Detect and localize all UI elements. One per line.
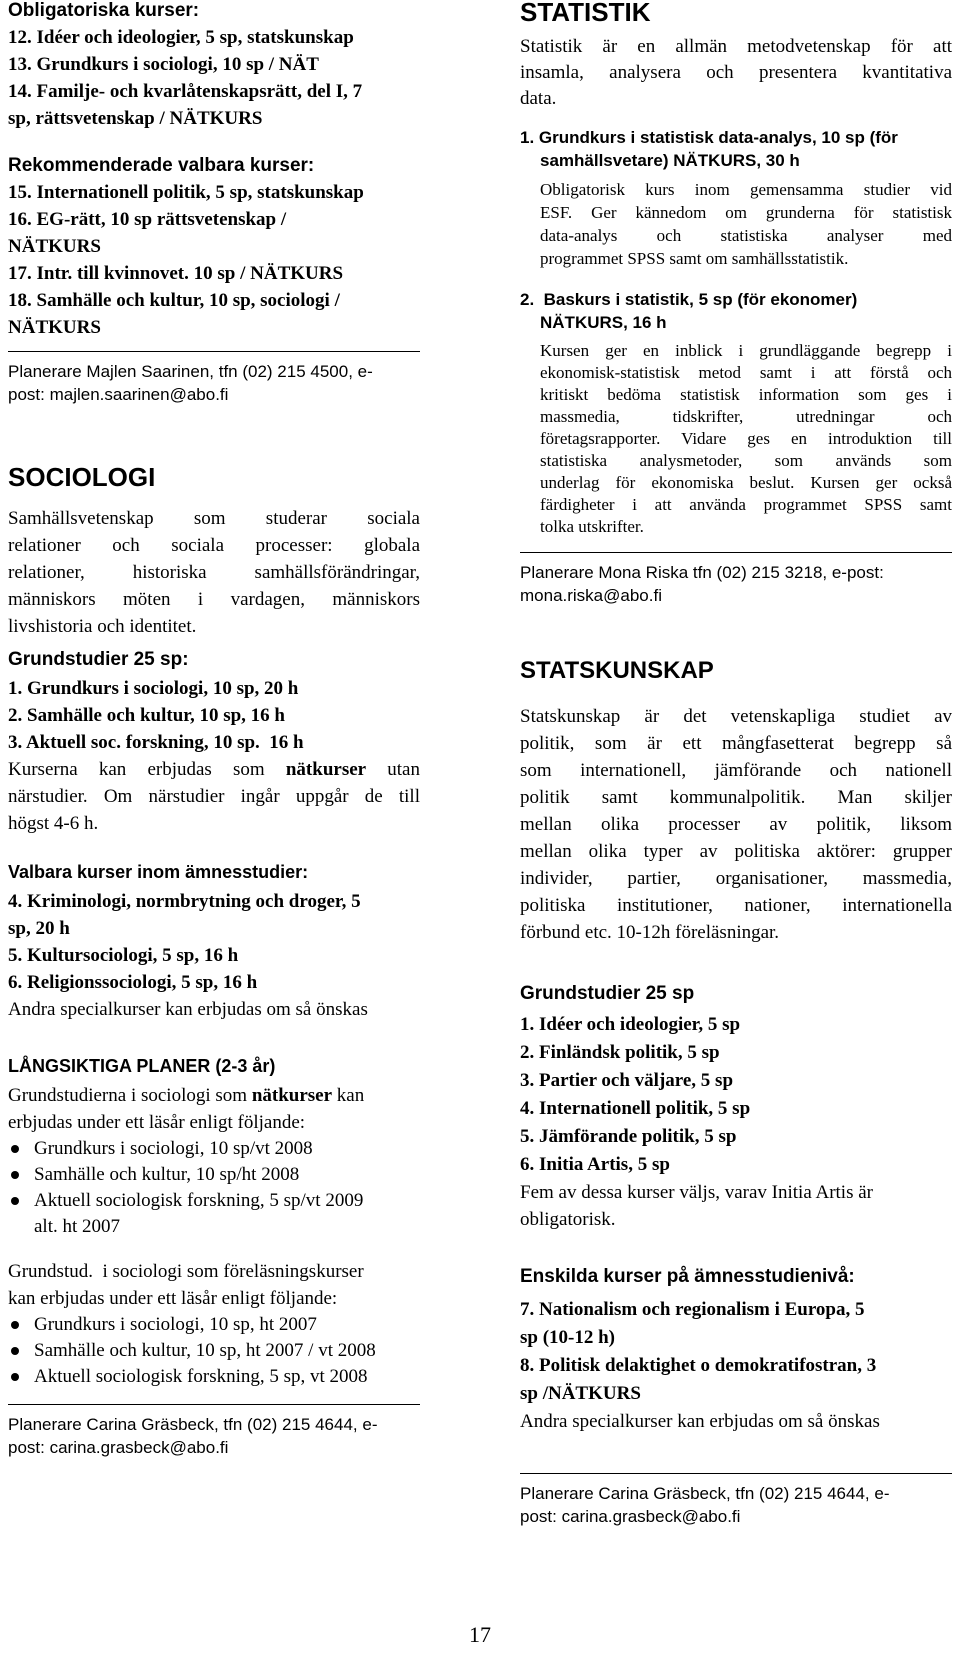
course-heading: NÄTKURS, 16 h — [540, 313, 667, 332]
intro-line: relationer, historiska samhällsförändringar, — [8, 562, 420, 583]
lang-intro-text: Grundstudierna i sociologi som — [8, 1085, 252, 1106]
course-item: sp (10-12 h) — [520, 1327, 616, 1348]
net-note-bold: nätkurser — [285, 759, 367, 780]
bullet-icon — [11, 1145, 19, 1153]
course-item: 5. Jämförande politik, 5 sp — [520, 1126, 737, 1147]
course-heading: 1. Grundkurs i statistisk data-analys, 10 sp (för — [520, 128, 898, 147]
course-item: 2. Finländsk politik, 5 sp — [520, 1042, 720, 1063]
statskunskap-intro — [520, 703, 952, 946]
list-item-text: Aktuell sociologisk forskning, 5 sp/vt 2009 — [34, 1190, 364, 1211]
lang-intro — [8, 1082, 420, 1109]
intro-line: livshistoria och identitet. — [8, 616, 197, 637]
intro-line: individer, partier, organisationer, massmedia, — [520, 868, 952, 889]
course-item: 7. Nationalism och regionalism i Europa, 5 — [520, 1299, 865, 1320]
lang-intro: erbjudas under ett läsår enligt följande: — [8, 1112, 306, 1133]
net-note-text: utan — [366, 759, 420, 780]
obligatory-courses-heading: Obligatoriska kurser: — [8, 0, 200, 21]
course-description — [520, 178, 952, 270]
desc-line: färdigheter i att använda programmet SPSS samt — [540, 495, 952, 514]
course-item: 14. Familje- och kvarlåtenskapsrätt, del I, 7 — [8, 81, 363, 102]
net-note — [8, 756, 420, 783]
statistik-title: STATISTIK — [520, 0, 651, 27]
bullet-icon — [11, 1321, 19, 1329]
list-item — [8, 1338, 420, 1364]
bullet-icon — [11, 1347, 19, 1355]
intro-line: Samhällsvetenskap som studerar sociala — [8, 508, 420, 529]
divider — [8, 351, 420, 352]
desc-line: programmet SPSS samt om samhällsstatistik. — [540, 249, 849, 268]
lang-para: Grundstud. i sociologi som föreläsningskurser — [8, 1261, 364, 1282]
intro-line: som internationell, jämförande och nationell — [520, 760, 952, 781]
course-item: 3. Partier och väljare, 5 sp — [520, 1070, 734, 1091]
planner-contact: mona.riska@abo.fi — [520, 586, 662, 605]
course-item: sp /NÄTKURS — [520, 1383, 641, 1404]
intro-line: mellan olika processer av politik, liksom — [520, 814, 952, 835]
course-item-bold: 3. Aktuell soc. forskning, 10 sp. — [8, 732, 260, 753]
intro-line: insamla, analysera och presentera kvantitativa — [520, 62, 952, 83]
sk-grund-list — [520, 1011, 952, 1179]
planner-contact: Planerare Carina Gräsbeck, tfn (02) 215 4644, e- — [8, 1415, 378, 1434]
course-item-hours: 16 h — [259, 732, 304, 753]
list-item-text: Samhälle och kultur, 10 sp/ht 2008 — [34, 1164, 300, 1185]
course-item: sp, 20 h — [8, 918, 70, 939]
planner-contact: Planerare Majlen Saarinen, tfn (02) 215 4500, e- — [8, 362, 373, 381]
course-item — [8, 729, 420, 756]
intro-line: människors möten i vardagen, människors — [8, 589, 420, 610]
list-item — [8, 1364, 420, 1390]
grundstudier-heading: Grundstudier 25 sp: — [8, 649, 189, 670]
enskilda-note: Andra specialkurser kan erbjudas om så önskas — [520, 1411, 880, 1432]
desc-line: kritiskt bedöma statistisk information som ges i — [540, 385, 952, 404]
planner-contact: Planerare Carina Gräsbeck, tfn (02) 215 4644, e- — [520, 1484, 890, 1503]
intro-line: politik, som är ett mångfasetterat begrepp så — [520, 733, 952, 754]
valbara-heading: Valbara kurser inom ämnesstudier: — [8, 862, 309, 882]
sociologi-intro — [8, 505, 420, 640]
planner-contact: Planerare Mona Riska tfn (02) 215 3218, e-post: — [520, 563, 884, 582]
desc-line: företagsrapporter. Vidare ges en introduktion till — [540, 429, 952, 448]
left-column — [8, 0, 420, 1459]
lang-intro-text: kan — [332, 1085, 365, 1106]
bullet-icon — [11, 1197, 19, 1205]
list-item-text: Aktuell sociologisk forskning, 5 sp, vt 2008 — [34, 1366, 368, 1387]
list-item-text: alt. ht 2007 — [34, 1216, 121, 1237]
course-item: 4. Kriminologi, normbrytning och droger, 5 — [8, 891, 361, 912]
enskilda-list — [520, 1296, 952, 1408]
lang-intro-bold: nätkurser — [251, 1085, 333, 1106]
sk-grund-note: Fem av dessa kurser väljs, varav Initia Artis är — [520, 1182, 873, 1203]
desc-line: ESF. Ger kännedom om grunderna för statistisk — [540, 203, 952, 222]
course-heading: samhällsvetare) NÄTKURS, 30 h — [540, 151, 800, 170]
course-item: 1. Idéer och ideologier, 5 sp — [520, 1014, 741, 1035]
planner-contact: post: carina.grasbeck@abo.fi — [8, 1438, 229, 1457]
course-item: 6. Initia Artis, 5 sp — [520, 1154, 670, 1175]
desc-line: Obligatorisk kurs inom gemensamma studier vid — [540, 180, 952, 199]
course-item: 8. Politisk delaktighet o demokratifostran, 3 — [520, 1355, 877, 1376]
course-item: NÄTKURS — [8, 236, 101, 257]
list-item — [8, 1188, 420, 1214]
divider — [520, 552, 952, 553]
list-item — [8, 1136, 420, 1162]
desc-line: tolka utskrifter. — [540, 517, 644, 536]
list-item — [8, 1312, 420, 1338]
statskunskap-title: STATSKUNSKAP — [520, 657, 714, 684]
course-item: 1. Grundkurs i sociologi, 10 sp, 20 h — [8, 678, 299, 699]
intro-line: politik samt kommunalpolitik. Man skiljer — [520, 787, 952, 808]
bullet-icon — [11, 1171, 19, 1179]
planner-contact: post: carina.grasbeck@abo.fi — [520, 1507, 741, 1526]
bullet-icon — [11, 1373, 19, 1381]
recommended-courses-heading: Rekommenderade valbara kurser: — [8, 155, 315, 176]
list-item-continuation — [8, 1214, 420, 1240]
desc-line: Kursen ger en inblick i grundläggande begrepp i — [540, 341, 952, 360]
desc-line: data-analys och statistiska analyser med — [540, 226, 952, 245]
course-item: sp, rättsvetenskap / NÄTKURS — [8, 108, 263, 129]
list-item-text: Samhälle och kultur, 10 sp, ht 2007 / vt 2008 — [34, 1340, 376, 1361]
schedule-list — [8, 1136, 420, 1240]
intro-line: data. — [520, 88, 557, 109]
statistik-intro — [520, 34, 952, 112]
list-item-text: Grundkurs i sociologi, 10 sp/vt 2008 — [34, 1138, 313, 1159]
langsiktiga-heading: LÅNGSIKTIGA PLANER (2-3 år) — [8, 1056, 276, 1076]
desc-line: statistiska analysmetoder, som används som — [540, 451, 952, 470]
divider — [8, 1404, 420, 1405]
sociologi-title: SOCIOLOGI — [8, 462, 156, 492]
course-item: 17. Intr. till kvinnovet. 10 sp / NÄTKURS — [8, 263, 344, 284]
net-note-line: högst 4-6 h. — [8, 813, 99, 834]
schedule-list — [8, 1312, 420, 1390]
planner-contact: post: majlen.saarinen@abo.fi — [8, 385, 229, 404]
divider — [520, 1473, 952, 1474]
net-note-line: närstudier. Om närstudier ingår uppgår de till — [8, 786, 420, 807]
net-note-text: Kurserna kan erbjudas som — [8, 759, 286, 780]
course-item: 6. Religionssociologi, 5 sp, 16 h — [8, 972, 258, 993]
intro-line: mellan olika typer av politiska aktörer: grupper — [520, 841, 952, 862]
course-item: 2. Samhälle och kultur, 10 sp, 16 h — [8, 705, 285, 726]
course-item: 18. Samhälle och kultur, 10 sp, sociologi / — [8, 290, 340, 311]
intro-line: relationer och sociala processer: globala — [8, 535, 420, 556]
course-description — [520, 340, 952, 538]
valbara-note: Andra specialkurser kan erbjudas om så önskas — [8, 999, 368, 1020]
course-heading: 2. Baskurs i statistik, 5 sp (för ekonomer) — [520, 290, 858, 309]
course-item: 5. Kultursociologi, 5 sp, 16 h — [8, 945, 239, 966]
course-item: NÄTKURS — [8, 317, 101, 338]
intro-line: Statskunskap är det vetenskapliga studiet av — [520, 706, 952, 727]
intro-line: politiska institutioner, nationer, internationella — [520, 895, 952, 916]
desc-line: ekonomisk-statistisk metod samt i att förstå och — [540, 363, 952, 382]
list-item — [8, 1162, 420, 1188]
course-item: 15. Internationell politik, 5 sp, statskunskap — [8, 182, 364, 203]
page-number: 17 — [469, 1622, 491, 1647]
sk-grundstudier-heading: Grundstudier 25 sp — [520, 983, 695, 1004]
intro-line: förbund etc. 10-12h föreläsningar. — [520, 922, 780, 943]
course-item: 4. Internationell politik, 5 sp — [520, 1098, 751, 1119]
desc-line: underlag för ekonomiska beslut. Kursen ger också — [540, 473, 952, 492]
lang-para: kan erbjudas under ett läsår enligt följande: — [8, 1288, 338, 1309]
desc-line: massmedia, tidskrifter, utredningar och — [540, 407, 952, 426]
course-item: 13. Grundkurs i sociologi, 10 sp / NÄT — [8, 54, 319, 75]
sk-grund-note: obligatorisk. — [520, 1209, 616, 1230]
right-column — [520, 0, 952, 1528]
list-item-text: Grundkurs i sociologi, 10 sp, ht 2007 — [34, 1314, 317, 1335]
intro-line: Statistik är en allmän metodvetenskap för att — [520, 36, 952, 57]
course-item: 12. Idéer och ideologier, 5 sp, statskunskap — [8, 27, 354, 48]
enskilda-heading: Enskilda kurser på ämnesstudienivå: — [520, 1266, 855, 1287]
course-item: 16. EG-rätt, 10 sp rättsvetenskap / — [8, 209, 287, 230]
